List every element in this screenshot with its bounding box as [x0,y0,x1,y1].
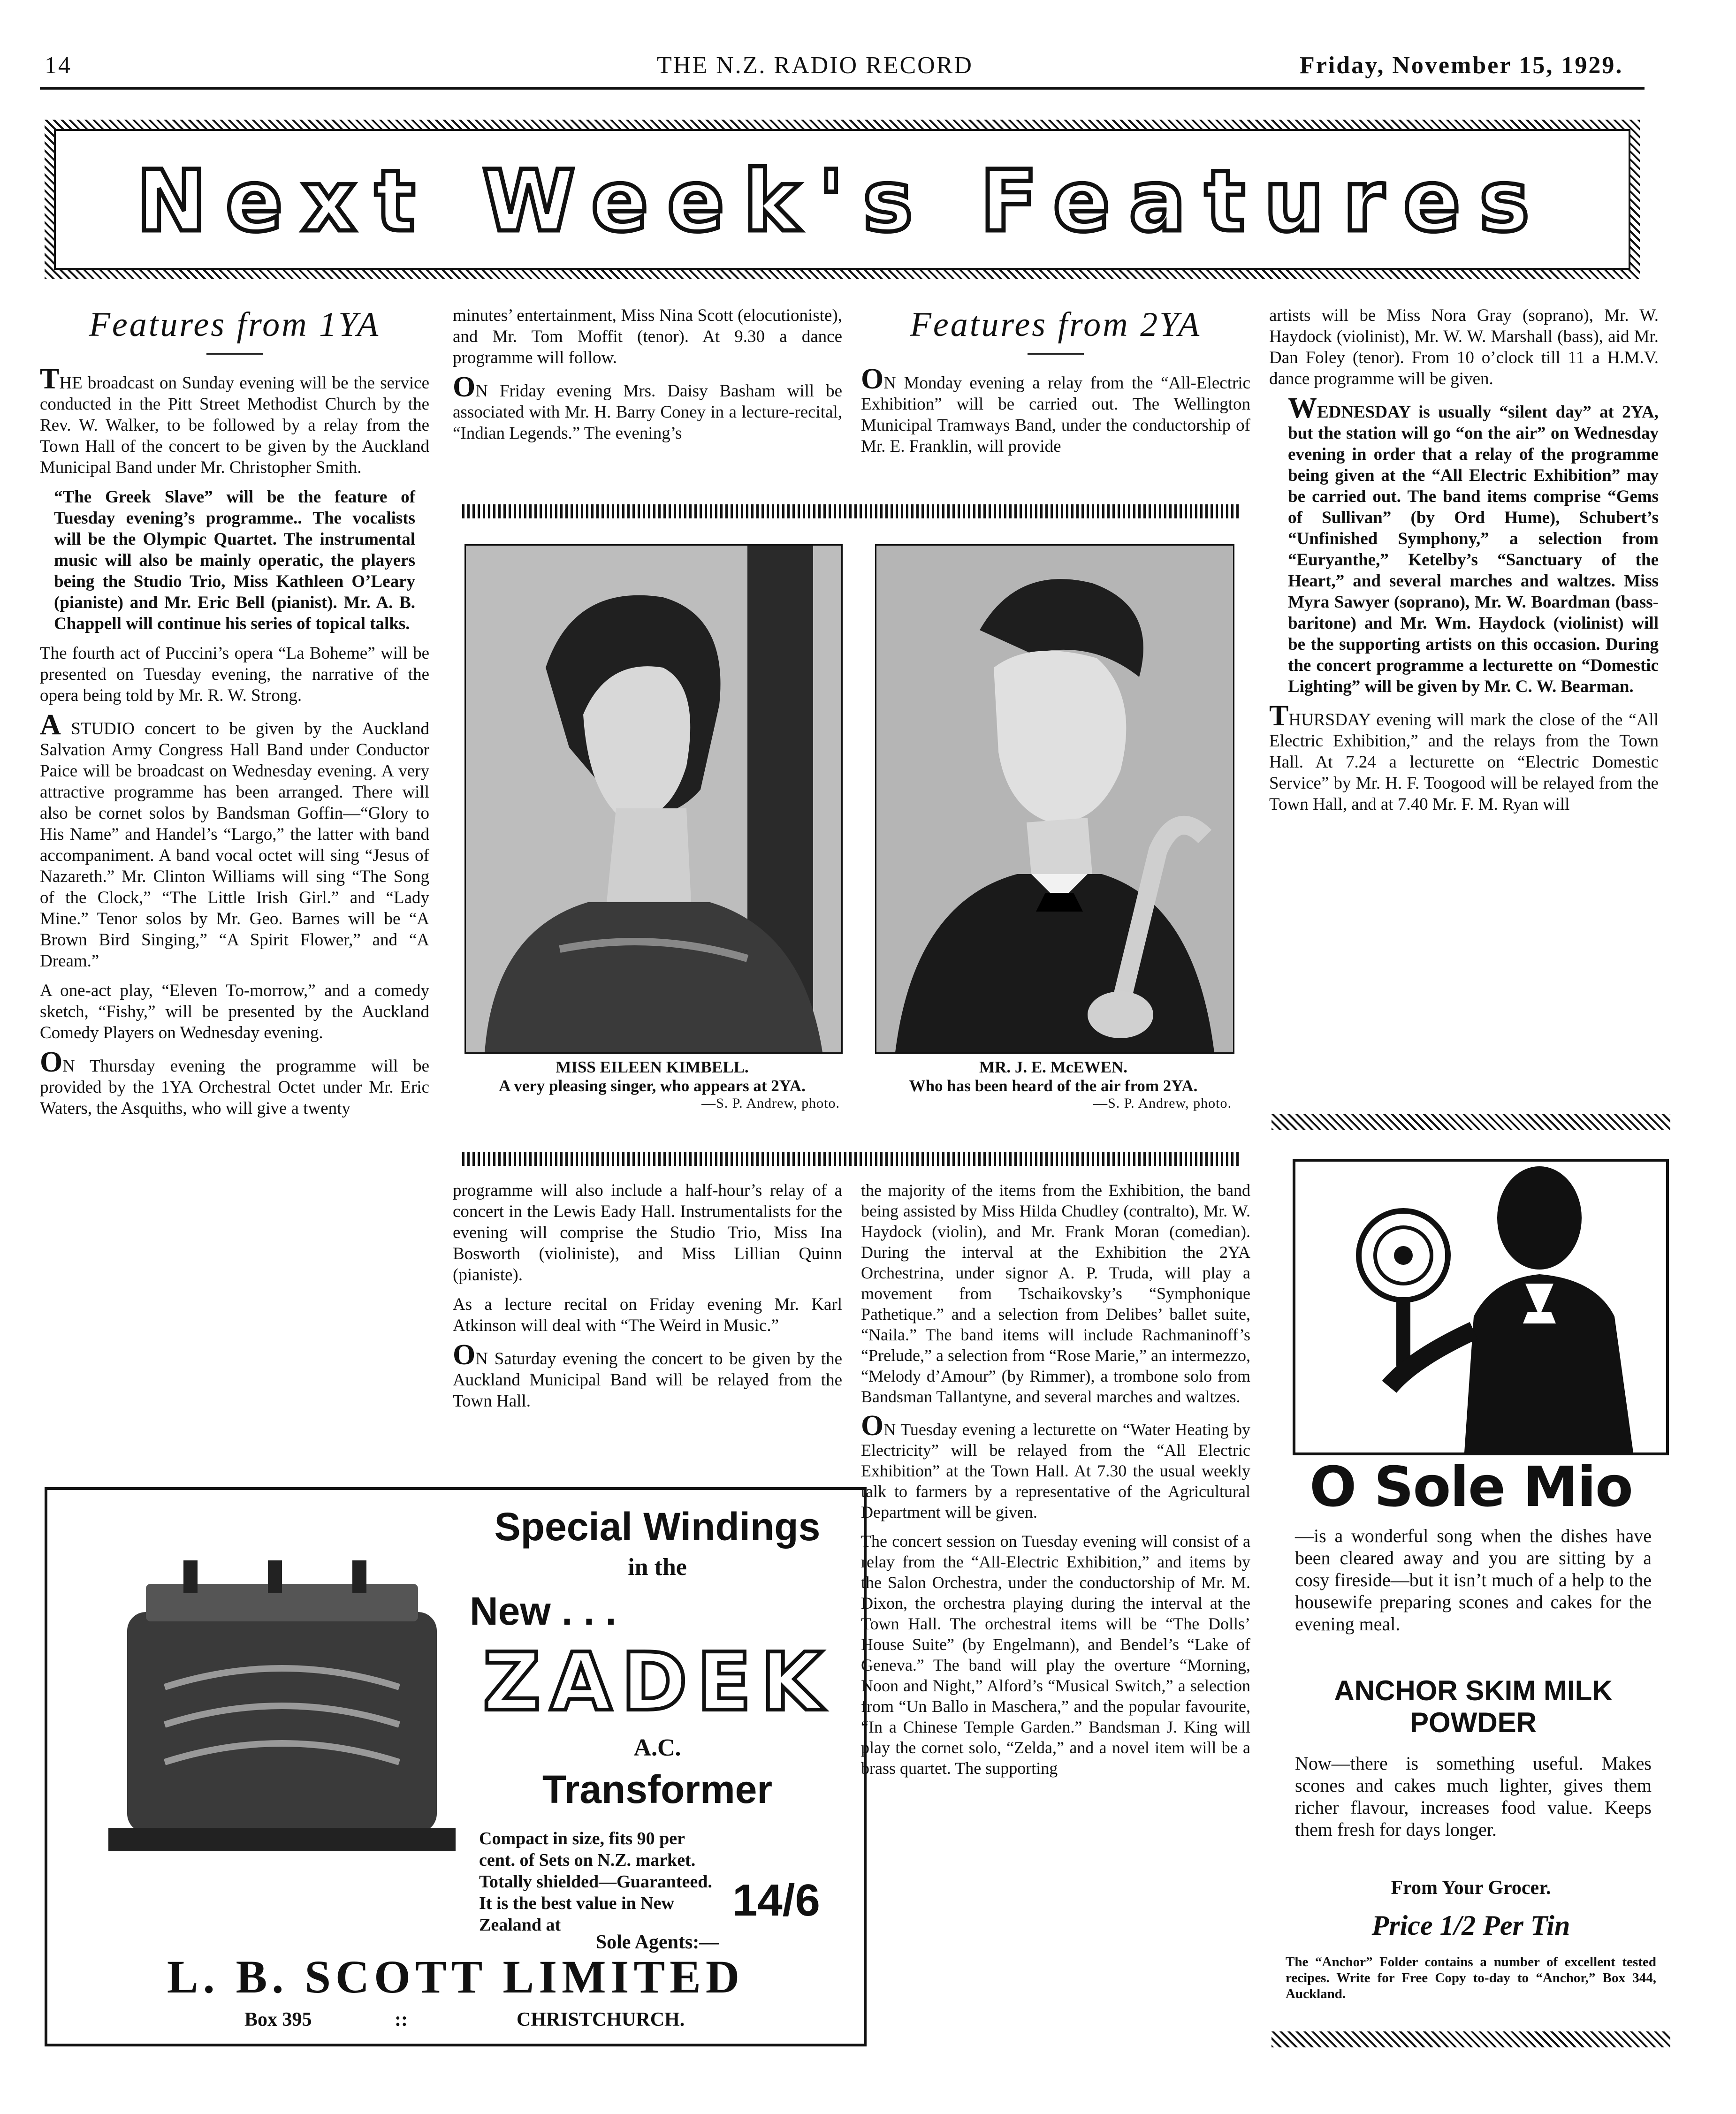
zadek-sep: :: [395,2009,408,2030]
zadek-company: L. B. SCOTT LIMITED [167,1951,745,2003]
zadek-transformer: Transformer [542,1767,773,1811]
paragraph-salvation-army: A STUDIO concert to be given by the Auckland Salvation Army Congress Hall Band under Conductor Paice will be broadcast on Wednesday evening. A very attractive programme has been arranged. There will also be cornet solos by Bandsman Goffin—“Glory to His Name” and Handel’s “Largo,” the latter with band accompaniment. A band vocal octet will sing “Jesus of Nazareth.” Mr. Clinton Williams will sing “The Song of the Clock,” “The Little Irish Girl.” and “Lady Mine.” Tenor solos by Mr. Geo. Barnes will be “A Brown Bird Singing,” “A Spirit Flower,” and “A Dream.” [40,709,429,971]
divider-bottom [462,1152,1241,1166]
anchor-price: Price 1/2 Per Tin [1371,1910,1570,1941]
header-rule [40,87,1645,90]
paragraph-monday-exhibition: ON Monday evening a relay from the “All-Electric Exhibition” will be carried out. The Wellington Municipal Tramways Band, under the conductorship of Mr. E. Franklin, will provide [861,363,1250,456]
caption-left-name: MISS EILEEN KIMBELL. [556,1058,749,1076]
paragraph-entertainment: minutes’ entertainment, Miss Nina Scott (elocutioniste), and Mr. Tom Moffit (tenor). At 9.30 a dance programme will follow. [453,306,842,367]
paragraph-saturday-1ya: ON Saturday evening the concert to be given by the Auckland Municipal Band will be relayed from the Town Hall. [453,1339,842,1411]
column-2-bottom [453,1180,842,1420]
heading-1ya: Features from 1YA [89,305,381,344]
anchor-body2: Now—there is something useful. Makes scones and cakes much lighter, gives them richer flavour, increases food value. Keeps them fresh for days longer. [1295,1753,1652,1840]
anchor-ad-top-border [1272,1114,1670,1130]
portrait-man-saxophone-icon [876,546,1233,1052]
transformer-icon [71,1546,493,1875]
heading-rule [1028,353,1084,355]
caption-right [875,1058,1232,1111]
zadek-city: CHRISTCHURCH. [517,2009,685,2030]
caption-left-text: A very pleasing singer, who appears at 2YA. [499,1077,806,1095]
photo-eileen-kimbell [464,544,843,1054]
anchor-grocer: From Your Grocer. [1391,1877,1551,1899]
paragraph-karl-atkinson: As a lecture recital on Friday evening Mr. Karl Atkinson will deal with “The Weird in Music.” [453,1295,842,1335]
publication-name: THE N.Z. RADIO RECORD [657,52,973,79]
paragraph-thursday-1ya: ON Thursday evening the programme will be provided by the 1YA Orchestral Octet under Mr. Eric Waters, the Asquiths, who will give a twenty [40,1046,429,1118]
column-2-top [453,305,842,452]
paragraph-thursday-2ya: THURSDAY evening will mark the close of the “All Electric Exhibition,” and the relays from the Town Hall. At 7.24 a lecturette on “Electric Domestic Service” by Mr. H. F. Toogood will be relayed from the Town Hall, and at 7.40 Mr. F. M. Ryan will [1269,700,1659,814]
heading-rule [206,353,263,355]
column-4 [1269,305,1659,823]
zadek-line1: Special Windings [494,1505,821,1549]
zadek-body: Compact in size, fits 90 per cent. of Sets on N.Z. market. Totally shielded—Guaranteed. It is the best value in New Zealand at [479,1829,712,1935]
zadek-ac: A.C. [633,1734,681,1761]
paragraph-lewis-eady: programme will also include a half-hour’s relay of a concert in the Lewis Eady Hall. Instrumentalists for the evening will comprise the Studio Trio, Miss Ina Bosworth (violiniste), and Miss Lillian Quinn (pianiste). [453,1181,842,1285]
paragraph-exhibition-items: the majority of the items from the Exhibition, the band being assisted by Miss Hilda Chudley (contralto), Mr. W. Haydock (violin), and Mr. Frank Moran (comedian). During the interval at the Exhibition the 2YA Orchestrina, under signor A. P. Truda, will play a movement from Tschaikovsky’s “Symphonique Pathetique.” and a selection from Delibes’ ballet suite, “Naila.” The band items will include Rachmaninoff’s “Prelude,” a selection from “Rose Marie,” an intermezzo, “Melody d’Amour” (by Rimmer), a trombone solo from Bandsman Tallantyne, and several marches and waltzes. [861,1181,1250,1406]
zadek-price: 14/6 [732,1875,820,1925]
caption-left [464,1058,840,1111]
anchor-body1: —is a wonderful song when the dishes have been cleared away and you are sitting by a cosy fireside—but it isn’t much of a help to the housewife preparing scones and cakes for the evening meal. [1295,1525,1652,1635]
heading-2ya: Features from 2YA [910,305,1202,344]
caption-left-credit: —S. P. Andrew, photo. [701,1095,840,1111]
paragraph-tuesday-greek-slave: “The Greek Slave” will be the feature of Tuesday evening’s programme.. The vocalists will be the Olympic Quartet. The instrumental music will also be mainly operatic, the players being the Studio Trio, Miss Kathleen O’Leary (pianiste) and Mr. Eric Bell (pianist). Mr. A. B. Chappell will continue his series of topical talks. [54,487,415,633]
anchor-fine-print: The “Anchor” Folder contains a number of excellent tested recipes. Write for Free Copy to-day to “Anchor,” Box 344, Auckland. [1286,1954,1656,2001]
column-3-bottom [861,1180,1250,1787]
zadek-brand: ZADEK [483,1636,832,1729]
photo-je-mcewen [875,544,1234,1054]
caption-right-name: MR. J. E. McEWEN. [979,1058,1127,1076]
zadek-line3: New . . . [470,1589,617,1633]
anchor-headline: O Sole Mio [1310,1454,1632,1519]
paragraph-tuesday-water-heating: ON Tuesday evening a lecturette on “Water Heating by Electricity” will be relayed from the “All Electric Exhibition” at the Town Hall. At 7.30 the usual weekly talk to farmers by a representative of the Agricultural Department will be given. [861,1410,1250,1521]
paragraph-la-boheme: The fourth act of Puccini’s opera “La Boheme” will be presented on Tuesday evening, the narrative of the opera being told by Mr. R. W. Strong. [40,644,429,705]
page-number: 14 [45,52,72,79]
ad-anchor-milk [1272,1131,1670,2041]
divider-top [462,504,1241,518]
paragraph-friday-basham: ON Friday evening Mrs. Daisy Basham will be associated with Mr. H. Barry Coney in a lecture-recital, “Indian Legends.” The evening’s [453,371,842,443]
paragraph-comedy-players: A one-act play, “Eleven To-morrow,” and a comedy sketch, “Fishy,” will be presented by the Auckland Comedy Players on Wednesday evening. [40,981,429,1042]
ad-zadek-transformer [45,1487,867,2046]
zadek-line2: in the [628,1554,687,1581]
issue-date: Friday, November 15, 1929. [1300,52,1623,79]
paragraph-wednesday-2ya: WEDNESDAY is usually “silent day” at 2YA, but the station will go “on the air” on Wednesday evening in order that a relay of the programme being given at the “All Electric Exhibition” may be carried out. The band items comprise “Gems of Sullivan” (by Ord Hume), Schubert’s “Unfinished Symphony,” a selection from “Euryanthe,” Ketelby’s “Sanctuary of the Heart,” and several marches and waltzes. Miss Myra Sawyer (soprano), Mr. W. Boardman (bass-baritone) and Mr. Wm. Haydock (violinist) will be the supporting artists on this occasion. During the concert programme a lecturette on “Domestic Lighting” will be given by Mr. C. W. Bearman. [1288,392,1659,696]
column-1yA [40,305,429,1127]
anchor-ad-bottom-border [1272,2031,1670,2047]
banner-title: Next Week's Features [136,152,1548,251]
caption-right-credit: —S. P. Andrew, photo. [1093,1095,1232,1111]
man-with-radio-icon [1295,1162,1666,1452]
caption-right-text: Who has been heard of the air from 2YA. [909,1077,1198,1095]
anchor-product: ANCHOR SKIM MILK POWDER [1334,1675,1613,1738]
paragraph-sunday: THE broadcast on Sunday evening will be the service conducted in the Pitt Street Methodist Church by the Rev. W. Walker, to be followed by a relay from the Town Hall of the concert to be given by the Auckland Municipal Band under Mr. Christopher Smith. [40,363,429,477]
column-2ya [861,305,1250,465]
portrait-woman-icon [466,546,841,1052]
paragraph-artists-2ya: artists will be Miss Nora Gray (soprano), Mr. W. Haydock (violinist), Mr. W. W. Marshall (bass), aid Mr. Dan Foley (tenor). From 10 o’clock till 11 a H.M.V. dance programme will be given. [1269,306,1659,388]
anchor-illustration-frame [1293,1159,1669,1455]
zadek-box: Box 395 [244,2009,312,2030]
paragraph-salon-orchestra: The concert session on Tuesday evening will consist of a relay from the “All-Electric Exhibition,” and items by the Salon Orchestra, under the conductorship of Mr. M. Dixon, the orchestra playing during the interval at the Town Hall. The orchestral items will be “The Dolls’ House Suite” (by Engelmann), and Bendel’s “Lake of Geneva.” The band will play the overture “Morning, Noon and Night,” Alford’s “Musical Switch,” a selection from “Un Ballo in Maschera,” and the popular favourite, “In a Chinese Temple Garden.” Bandsman J. King will play the cornet solo, “Zelda,” and a novel item will be a brass quartet. The supporting [861,1532,1250,1778]
zadek-agents: Sole Agents:— [595,1931,719,1953]
